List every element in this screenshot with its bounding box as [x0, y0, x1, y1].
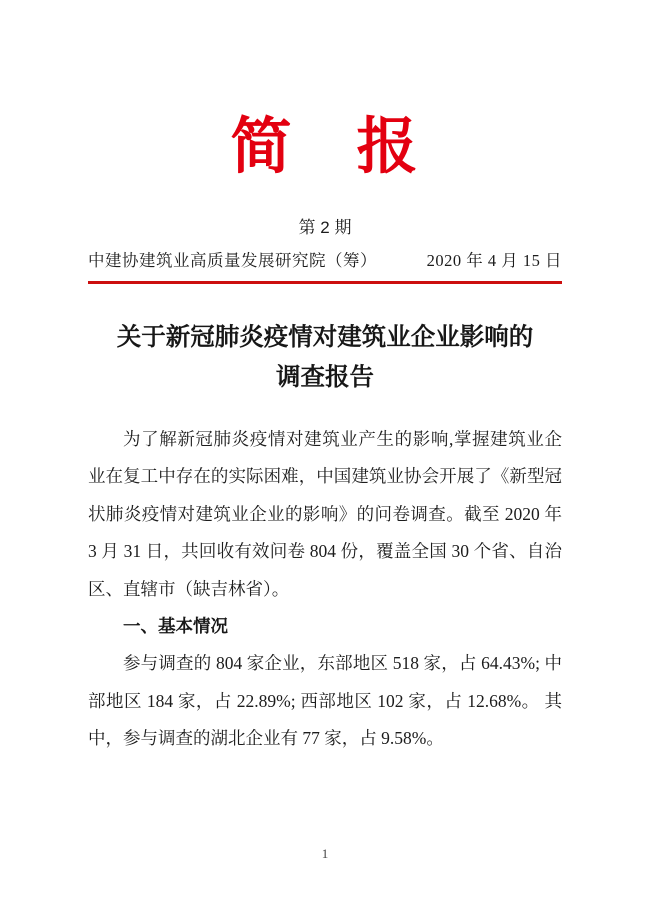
publisher-name: 中建协建筑业高质量发展研究院（筹） [88, 251, 377, 270]
section1-heading: 一、基本情况 [123, 616, 228, 637]
red-divider [88, 281, 562, 284]
report-title-line1: 关于新冠肺炎疫情对建筑业企业影响的 [116, 324, 534, 351]
masthead-title: 简 报 [230, 114, 420, 181]
publication-row [88, 248, 562, 274]
intro-paragraph: 为了解新冠肺炎疫情对建筑业产生的影响,掌握建筑业企业在复工中存在的实际困难，中国建筑业协会开展了《新型冠状肺炎疫情对建筑业企业的影响》的问卷调查。截至 2020 年 3 月 31 日，共回收有效问卷 804 份，覆盖全国 30 个省、自治区、直辖市（缺吉林省）。 [88, 429, 562, 599]
page-number: 1 [321, 846, 329, 861]
publish-date: 2020 年 4 月 15 日 [426, 251, 562, 270]
report-title [88, 318, 562, 398]
report-body [88, 421, 562, 758]
report-title-line2: 调查报告 [276, 364, 374, 391]
content-column [88, 0, 562, 758]
issue-number: 第 2 期 [298, 218, 352, 237]
section1-paragraph: 参与调查的 804 家企业，东部地区 518 家，占 64.43%; 中部地区 184 家，占 22.89%; 西部地区 102 家，占 12.68%。 其中，参与调查的湖北企业有 77 家，占 9.58%。 [88, 653, 562, 749]
